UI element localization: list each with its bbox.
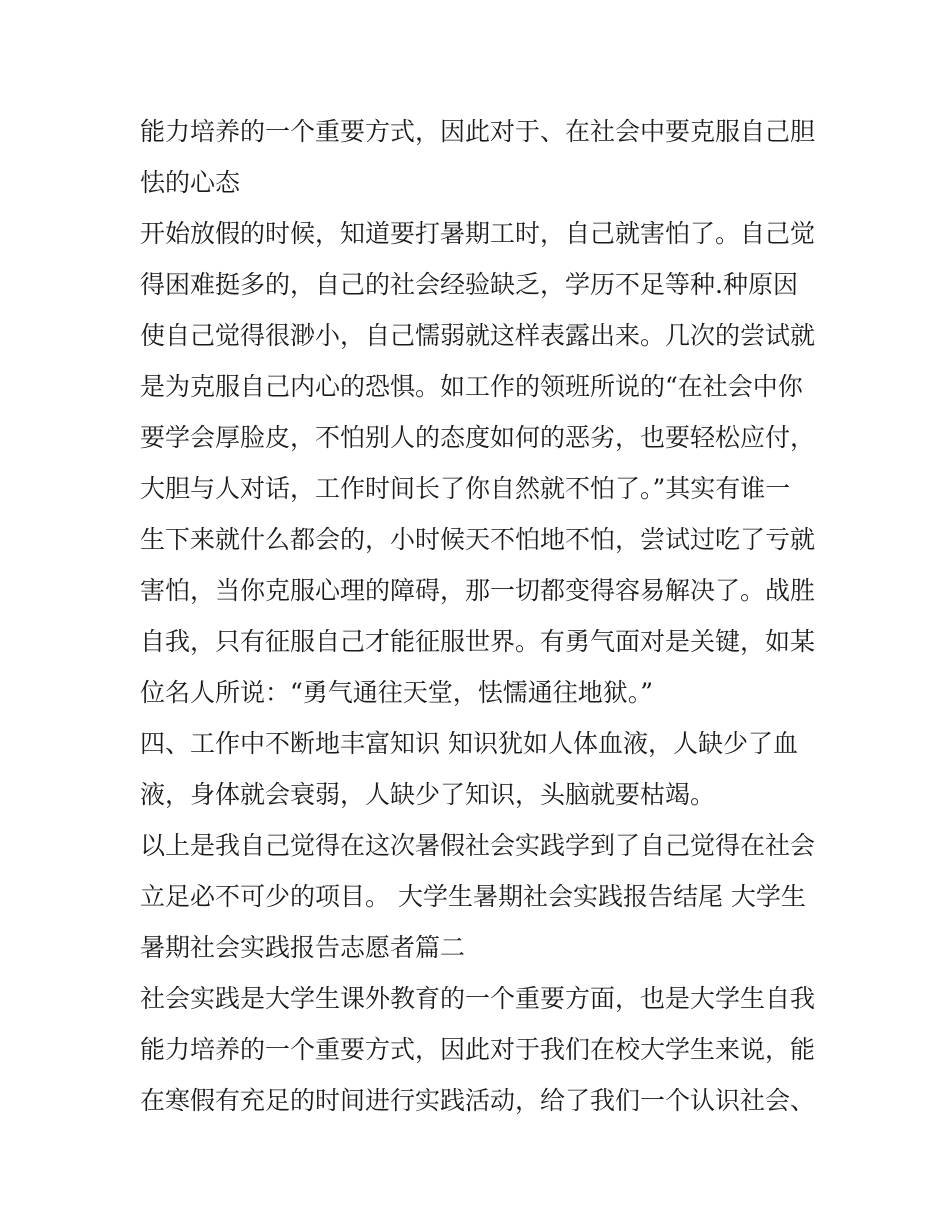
text-line: 怯的心态 (140, 168, 241, 197)
text-line: 大胆与人对话，工作时间长了你自然就不怕了。”其实有谁一 (140, 474, 791, 503)
text-line: 生下来就什么都会的，小时候天不怕地不怕，尝试过吃了亏就 (140, 525, 816, 554)
text-line: 位名人所说：“勇气通往天堂，怯懦通往地狱。” (140, 678, 654, 707)
text-line: 在寒假有充足的时间进行实践活动，给了我们一个认识社会、 (140, 1086, 816, 1115)
text-line: 使自己觉得很渺小，自己懦弱就这样表露出来。几次的尝试就 (140, 321, 816, 350)
text-line: 液，身体就会衰弱，人缺少了知识，头脑就要枯竭。 (140, 780, 716, 809)
text-line: 得困难挺多的，自己的社会经验缺乏，学历不足等种.种原因 (140, 270, 798, 299)
text-line: 开始放假的时候，知道要打暑期工时，自己就害怕了。自己觉 (140, 219, 816, 248)
text-line: 暑期社会实践报告志愿者篇二 (140, 933, 466, 962)
text-line: 立足必不可少的项目。 大学生暑期社会实践报告结尾 大学生 (140, 882, 806, 911)
text-line: 要学会厚脸皮，不怕别人的态度如何的恶劣，也要轻松应付， (140, 423, 816, 452)
text-line: 能力培养的一个重要方式，因此对于、在社会中要克服自己胆 (140, 117, 816, 146)
text-line: 害怕，当你克服心理的障碍，那一切都变得容易解决了。战胜 (140, 576, 816, 605)
text-line: 自我，只有征服自己才能征服世界。有勇气面对是关键，如某 (140, 627, 816, 656)
text-line: 是为克服自己内心的恐惧。如工作的领班所说的“在社会中你 (140, 372, 803, 401)
text-line: 社会实践是大学生课外教育的一个重要方面，也是大学生自我 (140, 984, 816, 1013)
text-line: 四、工作中不断地丰富知识 知识犹如人体血液，人缺少了血 (140, 729, 798, 758)
text-line: 以上是我自己觉得在这次暑假社会实践学到了自己觉得在社会 (140, 831, 816, 860)
text-line: 能力培养的一个重要方式，因此对于我们在校大学生来说，能 (140, 1035, 816, 1064)
document-body (140, 106, 820, 1126)
